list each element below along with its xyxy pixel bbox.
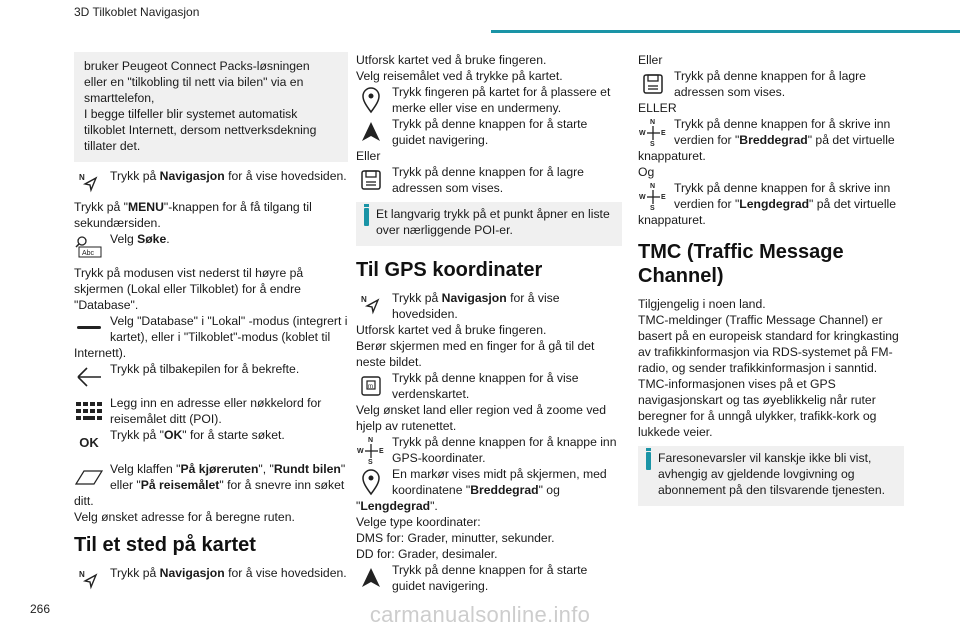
step-back: Trykk på tilbakepilen for å bekrefte. xyxy=(74,361,348,392)
step-save: Trykk på denne knappen for å lagre adressen som vises. xyxy=(638,68,904,100)
map-pin-icon xyxy=(356,85,386,115)
note-box xyxy=(74,52,348,162)
paragraph: Velge type koordinater: xyxy=(356,515,481,529)
section-heading: TMC (Traffic Message Channel) xyxy=(638,241,844,287)
text-bold: Navigasjon xyxy=(159,169,225,183)
paragraph: DMS for: Grader, minutter, sekunder. xyxy=(356,531,555,545)
back-arrow-icon xyxy=(74,362,104,392)
step-navigation: N Trykk på Navigasjon for å vise hovedsiden. xyxy=(356,290,622,322)
paragraph: Velg reisemålet ved å trykke på kartet. xyxy=(356,69,563,83)
world-map-icon xyxy=(356,371,386,401)
paragraph: DD for: Grader, desimaler. xyxy=(356,547,498,561)
svg-text:W: W xyxy=(639,130,646,137)
step-start-nav: Trykk på denne knappen for å starte guidet navigering. xyxy=(356,116,622,148)
info-note: Faresonevarsler vil kanskje ikke bli vist, avhengig av gjeldende lovgivning og abonnement på den tilsvarende tjenesten. xyxy=(638,446,904,506)
note-line: bruker Peugeot Connect Packs-løsningen xyxy=(84,59,310,73)
header-accent-bar xyxy=(491,30,960,33)
svg-text:N: N xyxy=(650,119,656,126)
svg-text:E: E xyxy=(661,130,666,137)
note-line: smarttelefon, xyxy=(84,91,155,105)
compass-icon xyxy=(638,117,668,147)
paragraph: Eller xyxy=(638,53,663,67)
step-start-nav-2: Trykk på denne knappen for å starte guidet navigering. xyxy=(356,562,622,594)
navigation-icon xyxy=(74,566,104,596)
note-line: tilkoblet Internett, dersom nettverksdekning xyxy=(84,123,317,137)
text: for å vise hovedsiden. xyxy=(224,169,347,183)
svg-text:E: E xyxy=(379,448,384,455)
step-navigation xyxy=(74,168,348,199)
svg-text:Abc: Abc xyxy=(82,250,95,257)
note-line: I begge tilfeller blir systemet automatisk xyxy=(84,107,298,121)
step-save: Trykk på denne knappen for å lagre adressen som vises. xyxy=(356,164,622,196)
paragraph: Tilgjengelig i noen land. xyxy=(638,297,766,311)
paragraph: Velg ønsket adresse for å beregne ruten. xyxy=(74,510,295,524)
paragraph: Berør skjermen med en finger for å gå til det neste bildet. xyxy=(356,339,595,369)
map-pin-icon xyxy=(356,467,386,497)
svg-text:W: W xyxy=(357,448,364,455)
svg-text:S: S xyxy=(650,205,655,211)
navigation-icon xyxy=(74,169,104,199)
svg-text:N: N xyxy=(361,295,367,304)
step-gps-input: N S W E Trykk på denne knappen for å knappe inn GPS-koordinater. xyxy=(357,435,617,465)
info-icon xyxy=(646,452,651,470)
section-heading: Til et sted på kartet xyxy=(74,534,256,556)
step-ok: OK Trykk på "OK" for å starte søket. xyxy=(74,427,348,458)
search-abc-icon xyxy=(74,232,104,262)
section-heading: Til GPS koordinater xyxy=(356,259,543,281)
paragraph: Eller xyxy=(356,149,381,163)
step-latitude: N S W E Trykk på denne knappen for å skrive inn verdien for "Breddegrad" på det virtuelle knappaturet. xyxy=(638,117,895,163)
paragraph: TMC-meldinger (Traffic Message Channel) er basert på en europeisk standard for kringkasting av trafikkinformasjon via RDS-systemet på FM-radio, og sender trafikkinformasjon i sanntid. TMC-informasjonen vises på et GPS navigasjonskart og tas øyeblikkelig når ruter beregner for å unngå ulykker, trafikk-kork og lukkede veier. xyxy=(638,313,899,439)
page-number: 266 xyxy=(30,602,51,616)
paragraph: Og xyxy=(638,165,655,179)
database-bar-icon xyxy=(74,314,104,344)
paragraph: Trykk på modusen vist nederst til høyre på skjermen (Lokal eller Tilkoblet) for å endre "Database". xyxy=(74,266,304,312)
step-place-marker: Trykk fingeren på kartet for å plassere et merke eller vise en undermeny. xyxy=(356,84,622,116)
text: Trykk på xyxy=(110,169,160,183)
step-longitude: N S W E Trykk på denne knappen for å skrive inn verdien for "Lengdegrad" på det virtuelle knappaturet. xyxy=(638,181,897,227)
svg-text:m: m xyxy=(368,384,373,390)
svg-text:E: E xyxy=(661,194,666,201)
info-icon xyxy=(364,208,369,226)
step-world-map: m Trykk på denne knappen for å vise verdenskartet. xyxy=(356,370,622,402)
compass-icon xyxy=(356,435,386,465)
note-line: tillater det. xyxy=(84,139,141,153)
note-line: eller en "tilkobling til nett via bilen" via en xyxy=(84,75,304,89)
keyboard-grid-icon xyxy=(74,396,104,426)
step-tabs: Velg klaffen "På kjøreruten", "Rundt bilen" eller "På reisemålet" for å snevre inn søket ditt. xyxy=(74,462,346,508)
tab-shape-icon xyxy=(74,462,104,492)
column-2 xyxy=(356,52,622,594)
watermark: carmanualsonline.info xyxy=(369,602,591,627)
paragraph: ELLER xyxy=(638,101,677,115)
step-database: Velg "Database" i "Lokal" -modus (integrert i kartet), eller i "Tilkoblet"-modus (koblet til Internett). xyxy=(74,314,348,360)
compass-icon xyxy=(638,181,668,211)
svg-text:N: N xyxy=(79,173,85,182)
paragraph: Velg ønsket land eller region ved å zoome ved hjelp av rutenettet. xyxy=(356,403,606,433)
svg-text:N: N xyxy=(368,437,374,444)
step-marker: En markør vises midt på skjermen, med koordinatene "Breddegrad" og "Lengdegrad". xyxy=(356,467,607,513)
step-poi: Legg inn en adresse eller nøkkelord for reisemålet ditt (POI). xyxy=(74,395,348,427)
paragraph: Trykk på "MENU"-knappen for å få tilgang til sekundærsiden. xyxy=(74,200,312,230)
svg-text:W: W xyxy=(639,194,646,201)
navigation-icon xyxy=(356,291,386,321)
save-disk-icon xyxy=(638,69,668,99)
svg-text:S: S xyxy=(368,459,373,465)
step-navigation-2: N Trykk på Navigasjon for å vise hovedsiden. xyxy=(74,565,348,596)
ok-button-icon: OK xyxy=(79,435,99,450)
paragraph: Utforsk kartet ved å bruke fingeren. xyxy=(356,53,547,67)
svg-text:N: N xyxy=(79,570,85,579)
running-header: 3D Tilkoblet Navigasjon xyxy=(74,5,200,19)
start-navigation-icon xyxy=(356,117,386,147)
column-1 xyxy=(74,52,348,596)
start-navigation-icon xyxy=(356,563,386,593)
info-note: Et langvarig trykk på et punkt åpner en liste over nærliggende POI-er. xyxy=(356,202,622,246)
svg-text:N: N xyxy=(650,183,656,190)
save-disk-icon xyxy=(356,165,386,195)
paragraph: Utforsk kartet ved å bruke fingeren. xyxy=(356,323,547,337)
column-3 xyxy=(638,52,904,506)
step-search: Abc Velg Søke. xyxy=(74,231,348,262)
svg-text:S: S xyxy=(650,141,655,147)
